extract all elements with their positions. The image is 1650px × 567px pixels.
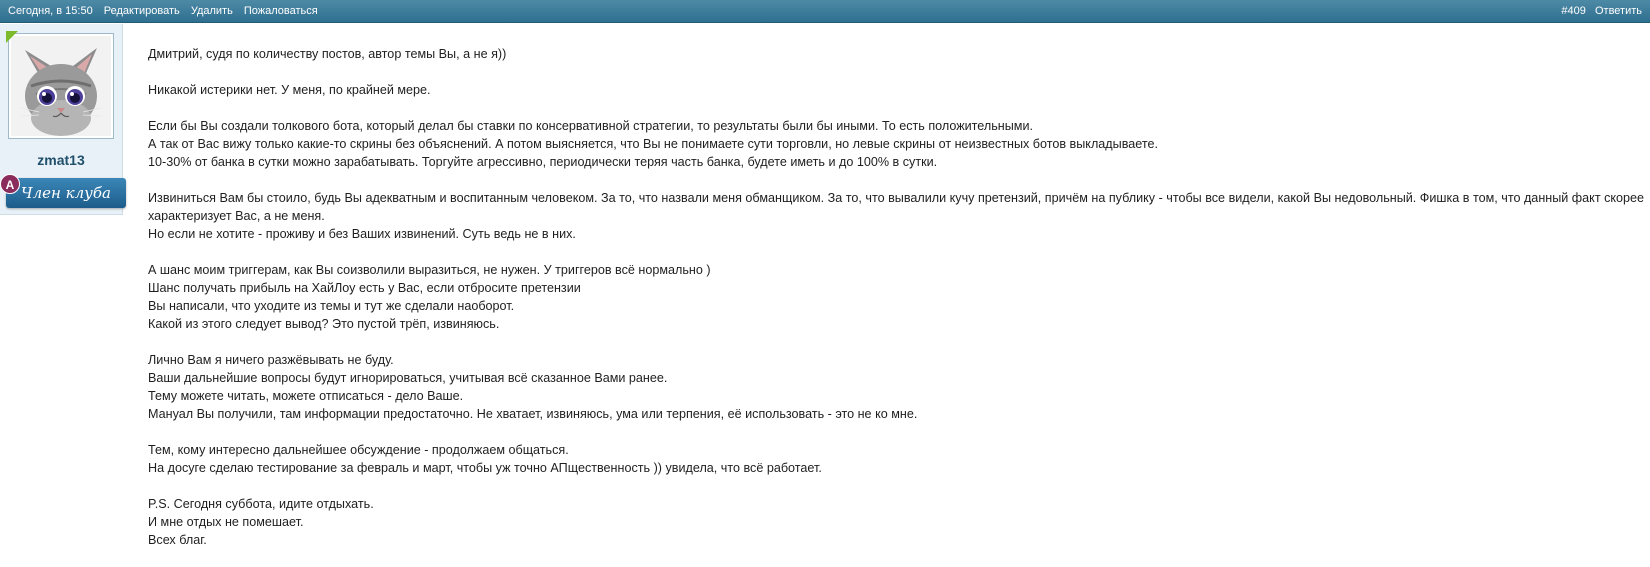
post-paragraph [148,81,1648,99]
post-text-line: Какой из этого следует вывод? Это пустой трёп, извиняюсь. [148,317,500,331]
author-profile-panel [0,24,123,215]
post-text-line: Вы написали, что уходите из темы и тут же сделали наоборот. [148,299,515,313]
post-text-line: А шанс моим триггерам, как Вы соизволили выразиться, не нужен. У триггеров всё нормально ) [148,263,711,277]
post-text-line: 10-30% от банка в сутки можно зарабатывать. Торгуйте агрессивно, периодически теряя часть банка, будете иметь и до 100% в сутки. [148,155,938,169]
post-text-line: Ваши дальнейшие вопросы будут игнорироваться, учитывая всё сказанное Вами ранее. [148,371,668,385]
post-paragraph [148,261,1648,333]
post-header-actions [8,5,326,17]
post-paragraph [148,441,1648,477]
post-text-line: Если бы Вы создали толкового бота, который делал бы ставки по консервативной стратегии, то результаты были бы иными. То есть положительными. [148,119,1034,133]
post-text-line: Тему можете читать, можете отписаться - дело Ваше. [148,389,464,403]
post-text-line: Мануал Вы получили, там информации предостаточно. Не хватает, извиняюсь, ума или терпения, её использовать - это не ко мне. [148,407,918,421]
post-paragraph [148,117,1648,171]
post-paragraph [148,45,1648,63]
post-header-bar [0,0,1650,23]
post-text-line: На досуге сделаю тестирование за февраль и март, чтобы уж точно АПщественность )) увидела, что всё работает. [148,461,822,475]
post-text-line: Тем, кому интересно дальнейшее обсуждение - продолжаем общаться. [148,443,569,457]
post-paragraph [148,495,1648,549]
post-text-line: Извиниться Вам бы стоило, будь Вы адекватным и воспитанным человеком. За то, что назвали меня обманщиком. За то, что вывалили кучу претензий, причём на публику - чтобы все видели, какой Вы недовольный. Фишка в том, что данный факт скорее характеризует Вас, а не меня. [148,191,1648,223]
edit-link[interactable]: Редактировать [103,5,180,17]
post-paragraph [148,351,1648,423]
online-indicator-icon [6,31,18,43]
post-paragraph [148,189,1648,243]
post-body [148,45,1648,567]
rank-letter-icon: A [0,174,20,194]
rank-badge: Член клуба [6,178,126,208]
post-text-line: Но если не хотите - проживу и без Ваших извинений. Суть ведь не в них. [148,227,576,241]
post-text-line: Лично Вам я ничего разжёвывать не буду. [148,353,394,367]
author-rank [0,174,128,210]
reply-link[interactable]: Ответить [1594,5,1642,17]
post-timestamp: Сегодня, в 15:50 [8,5,93,17]
post-text-line: Никакой истерики нет. У меня, по крайней мере. [148,83,431,97]
post-number-link[interactable]: #409 [1561,5,1586,17]
post-header-right [1555,5,1642,17]
kitten-avatar-image [11,36,111,136]
delete-link[interactable]: Удалить [190,5,233,17]
post-text-line: И мне отдых не помешает. [148,515,304,529]
post-text-line: Дмитрий, судя по количеству постов, автор темы Вы, а не я)) [148,47,507,61]
post-text-line: А так от Вас вижу только какие-то скрины без объяснений. А потом выясняется, что Вы не понимаете сути торговли, но левые скрины от неизвестных ботов выкладываете. [148,137,1158,151]
report-link[interactable]: Пожаловаться [243,5,318,17]
post-text-line: P.S. Сегодня суббота, идите отдыхать. [148,497,374,511]
post-text-line: Всех благ. [148,533,207,547]
author-username[interactable]: zmat13 [37,152,85,168]
post-text-line: Шанс получать прибыль на ХайЛоу есть у Вас, если отбросите претензии [148,281,581,295]
avatar[interactable] [8,33,114,139]
